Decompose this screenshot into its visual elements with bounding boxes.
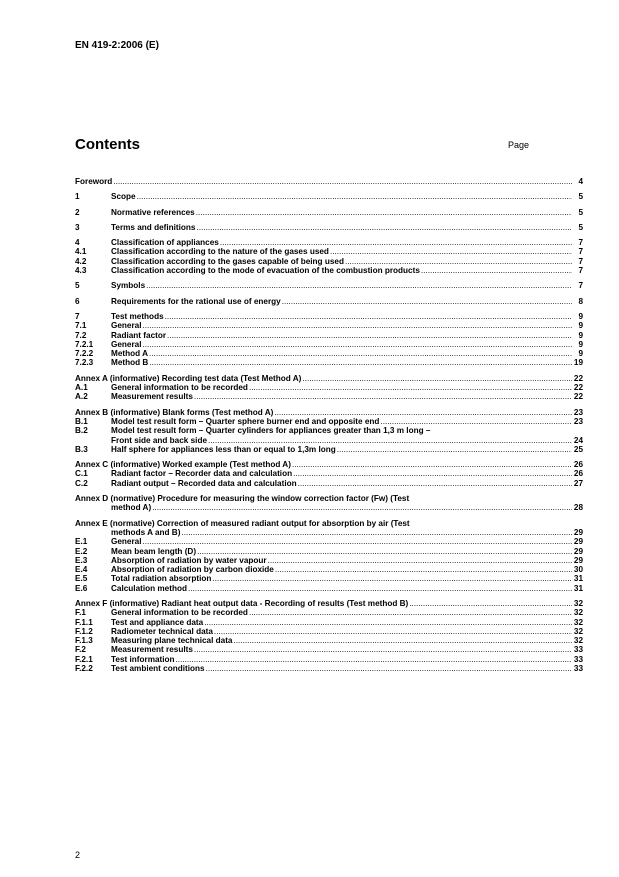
toc-group [75, 297, 583, 306]
toc-title: Annex C (informative) Worked example (Test method A) [75, 460, 291, 470]
toc-page: 22 [573, 373, 583, 383]
toc-entry[interactable] [75, 358, 583, 367]
toc-entry[interactable] [75, 349, 583, 358]
toc-entry[interactable] [75, 645, 583, 654]
toc-title: Classification according to the gases capable of being used [111, 256, 344, 266]
dot-leader [249, 608, 572, 617]
toc-number: F.2 [75, 645, 86, 655]
toc-page: 29 [573, 527, 583, 537]
toc-title: Classification of appliances [111, 238, 219, 248]
dot-leader [212, 574, 572, 583]
dot-leader [196, 208, 572, 217]
toc-number: 4.3 [75, 266, 87, 276]
toc-title: General [111, 537, 142, 547]
toc-entry[interactable] [75, 460, 583, 469]
toc-title: Measurement results [111, 645, 193, 655]
dot-leader [197, 547, 572, 556]
toc-title: Calculation method [111, 583, 187, 593]
toc-entry[interactable] [75, 383, 583, 392]
toc-entry-continuation[interactable] [75, 528, 583, 537]
toc-entry[interactable] [75, 266, 583, 275]
toc-title: Test and appliance data [111, 617, 204, 627]
toc-title: Annex B (informative) Blank forms (Test method A) [75, 407, 274, 417]
dot-leader [249, 383, 572, 392]
toc-title: Model test result form – Quarter cylinders for appliances greater than 1,3 m long – [111, 426, 431, 436]
dot-leader [337, 445, 572, 454]
toc-group [75, 281, 583, 290]
toc-entry[interactable] [75, 608, 583, 617]
toc-page: 31 [573, 583, 583, 593]
toc-number: 7.2.2 [75, 349, 94, 359]
dot-leader [208, 436, 572, 445]
toc-page: 9 [578, 330, 583, 340]
toc-number: F.1.1 [75, 617, 93, 627]
toc-number: 5 [75, 281, 80, 291]
toc-group [75, 460, 583, 488]
toc-title: Annex A (informative) Recording test data (Test Method A) [75, 373, 302, 383]
toc-entry[interactable] [75, 655, 583, 664]
dot-leader [143, 537, 573, 546]
dot-leader [113, 177, 572, 186]
toc-page: 9 [578, 349, 583, 359]
toc-title: Classification according to the mode of evacuation of the combustion products [111, 266, 420, 276]
toc-group [75, 374, 583, 402]
toc-number: 4.1 [75, 247, 87, 257]
dot-leader [302, 374, 572, 383]
dot-leader [181, 528, 572, 537]
toc-title: Symbols [111, 281, 146, 291]
toc-page: 33 [573, 664, 583, 674]
toc-number: E.1 [75, 537, 88, 547]
toc-title: Terms and definitions [111, 222, 196, 232]
toc-number: B.2 [75, 426, 88, 436]
toc-title: Requirements for the rational use of energy [111, 296, 281, 306]
table-of-contents [75, 177, 583, 679]
toc-entry[interactable] [75, 374, 583, 383]
toc-group [75, 223, 583, 232]
dot-leader [380, 417, 572, 426]
dot-leader [176, 655, 572, 664]
toc-entry[interactable] [75, 208, 583, 217]
toc-entry[interactable] [75, 312, 583, 321]
toc-title: Test methods [111, 311, 164, 321]
toc-entry[interactable] [75, 574, 583, 583]
toc-page: 5 [578, 222, 583, 232]
toc-title: Foreword [75, 177, 113, 186]
dot-leader [206, 664, 572, 673]
toc-number: A.2 [75, 392, 88, 402]
toc-number: E.6 [75, 583, 88, 593]
toc-number: F.2.2 [75, 664, 93, 674]
toc-title: Absorption of radiation by water vapour [111, 555, 267, 565]
toc-page: 9 [578, 339, 583, 349]
toc-entry[interactable] [75, 445, 583, 454]
toc-page: 7 [578, 281, 583, 291]
dot-leader [220, 238, 572, 247]
toc-title-continuation: method A) [111, 503, 152, 513]
toc-number: 7.2.1 [75, 339, 94, 349]
dot-leader [292, 460, 572, 469]
toc-entry[interactable] [75, 281, 583, 290]
toc-title: Test information [111, 654, 175, 664]
dot-leader [149, 349, 572, 358]
toc-entry[interactable] [75, 417, 583, 426]
toc-entry[interactable] [75, 247, 583, 256]
toc-title: General [111, 339, 142, 349]
dot-leader [274, 408, 572, 417]
toc-number: 1 [75, 192, 80, 202]
toc-number: B.1 [75, 416, 88, 426]
toc-title: Absorption of radiation by carbon dioxide [111, 565, 274, 575]
dot-leader [137, 192, 572, 201]
toc-page: 32 [573, 608, 583, 618]
toc-entry[interactable] [75, 494, 583, 503]
toc-title: Method B [111, 358, 149, 368]
toc-page: 5 [578, 192, 583, 202]
toc-title-continuation: Front side and back side [111, 435, 207, 445]
toc-number: 7 [75, 311, 80, 321]
toc-number: 4.2 [75, 256, 87, 266]
toc-title: Scope [111, 192, 136, 202]
toc-entry[interactable] [75, 636, 583, 645]
document-id: EN 419-2:2006 (E) [75, 40, 159, 51]
toc-page: 32 [573, 626, 583, 636]
toc-entry[interactable] [75, 192, 583, 201]
toc-page: 9 [578, 311, 583, 321]
toc-title: Method A [111, 349, 148, 359]
toc-entry[interactable] [75, 618, 583, 627]
dot-leader [293, 469, 572, 478]
toc-entry[interactable] [75, 177, 583, 186]
toc-entry[interactable] [75, 223, 583, 232]
dot-leader [196, 223, 572, 232]
toc-page: 7 [578, 247, 583, 257]
dot-leader [233, 636, 572, 645]
toc-entry[interactable] [75, 392, 583, 401]
toc-title: Annex D (normative) Procedure for measuring the window correction factor (Fw) (Test [75, 494, 410, 504]
toc-number: B.3 [75, 444, 88, 454]
toc-title: Radiant factor [111, 330, 167, 340]
toc-page: 7 [578, 238, 583, 248]
toc-entry[interactable] [75, 331, 583, 340]
toc-title: Normative references [111, 207, 195, 217]
dot-leader [330, 247, 572, 256]
toc-page: 33 [573, 654, 583, 664]
toc-group [75, 177, 583, 186]
toc-number: A.1 [75, 383, 88, 393]
dot-leader [149, 358, 572, 367]
toc-page: 9 [578, 321, 583, 331]
dot-leader [268, 556, 572, 565]
toc-title: Model test result form – Quarter sphere burner end and opposite end [111, 416, 380, 426]
toc-group [75, 599, 583, 673]
toc-page: 5 [578, 207, 583, 217]
toc-entry[interactable] [75, 469, 583, 478]
toc-entry[interactable] [75, 599, 583, 608]
toc-group [75, 192, 583, 201]
toc-number: 6 [75, 296, 80, 306]
toc-entry[interactable] [75, 565, 583, 574]
dot-leader [409, 599, 572, 608]
toc-title: Annex F (informative) Radiant heat output data - Recording of results (Test method B) [75, 598, 409, 608]
toc-group [75, 494, 583, 513]
toc-title: Measuring plane technical data [111, 636, 233, 646]
dot-leader [282, 297, 572, 306]
toc-entry[interactable] [75, 297, 583, 306]
contents-title: Contents [75, 136, 140, 153]
toc-title: Radiant factor – Recorder data and calculation [111, 469, 293, 479]
toc-page: 24 [573, 435, 583, 445]
toc-page: 22 [573, 392, 583, 402]
toc-page: 25 [573, 444, 583, 454]
toc-entry[interactable] [75, 321, 583, 330]
toc-entry[interactable] [75, 519, 583, 528]
toc-page: 32 [573, 617, 583, 627]
toc-number: 4 [75, 238, 80, 248]
toc-number: E.5 [75, 574, 88, 584]
toc-group [75, 312, 583, 368]
page-column-label: Page [508, 140, 530, 150]
toc-number: F.2.1 [75, 654, 93, 664]
toc-title: Half sphere for appliances less than or equal to 1,3m long [111, 444, 336, 454]
toc-page: 27 [573, 478, 583, 488]
toc-number: F.1.2 [75, 626, 93, 636]
toc-page: 29 [573, 537, 583, 547]
toc-page: 23 [573, 407, 583, 417]
toc-page: 19 [573, 358, 583, 368]
toc-title: Test ambient conditions [111, 664, 205, 674]
toc-group [75, 238, 583, 275]
toc-title: Radiant output – Recorded data and calculation [111, 478, 297, 488]
toc-page: 32 [573, 598, 583, 608]
toc-entry[interactable] [75, 664, 583, 673]
toc-entry[interactable] [75, 426, 583, 435]
toc-page: 26 [573, 469, 583, 479]
dot-leader [194, 392, 572, 401]
toc-title: Annex E (normative) Correction of measured radiant output for absorption by air (Test [75, 518, 410, 528]
toc-page: 31 [573, 574, 583, 584]
toc-number: F.1.3 [75, 636, 93, 646]
dot-leader [345, 257, 572, 266]
page-number: 2 [75, 850, 81, 860]
toc-page: 30 [573, 565, 583, 575]
toc-page: 4 [578, 177, 583, 186]
toc-title: Classification according to the nature of the gases used [111, 247, 329, 257]
dot-leader [421, 266, 572, 275]
toc-group [75, 408, 583, 454]
dot-leader [275, 565, 572, 574]
toc-page: 7 [578, 266, 583, 276]
toc-number: C.2 [75, 478, 88, 488]
toc-page: 23 [573, 416, 583, 426]
dot-leader [143, 340, 573, 349]
dot-leader [298, 479, 572, 488]
dot-leader [152, 503, 572, 512]
toc-page: 26 [573, 460, 583, 470]
toc-entry[interactable] [75, 556, 583, 565]
toc-title: Radiometer technical data [111, 626, 213, 636]
toc-title: Total radiation absorption [111, 574, 212, 584]
toc-title: General information to be recorded [111, 608, 248, 618]
toc-number: 7.2 [75, 330, 87, 340]
toc-number: E.3 [75, 555, 88, 565]
toc-page: 29 [573, 546, 583, 556]
toc-title-continuation: methods A and B) [111, 527, 181, 537]
toc-number: 3 [75, 222, 80, 232]
toc-title: Measurement results [111, 392, 193, 402]
toc-page: 28 [573, 503, 583, 513]
toc-page: 7 [578, 256, 583, 266]
toc-entry[interactable] [75, 537, 583, 546]
toc-title: General [111, 321, 142, 331]
dot-leader [214, 627, 572, 636]
toc-entry[interactable] [75, 257, 583, 266]
dot-leader [194, 645, 572, 654]
toc-number: E.2 [75, 546, 88, 556]
toc-number: C.1 [75, 469, 88, 479]
dot-leader [188, 584, 572, 593]
toc-page: 33 [573, 645, 583, 655]
toc-title: General information to be recorded [111, 383, 248, 393]
toc-entry[interactable] [75, 547, 583, 556]
dot-leader [165, 312, 572, 321]
toc-entry[interactable] [75, 340, 583, 349]
toc-number: 2 [75, 207, 80, 217]
toc-entry[interactable] [75, 238, 583, 247]
toc-entry[interactable] [75, 584, 583, 593]
toc-group [75, 208, 583, 217]
toc-entry[interactable] [75, 408, 583, 417]
toc-entry-continuation[interactable] [75, 436, 583, 445]
toc-entry[interactable] [75, 627, 583, 636]
toc-entry[interactable] [75, 479, 583, 488]
toc-page: 32 [573, 636, 583, 646]
dot-leader [167, 331, 572, 340]
toc-group [75, 519, 583, 593]
dot-leader [146, 281, 572, 290]
dot-leader [204, 618, 572, 627]
toc-page: 8 [578, 296, 583, 306]
toc-title: Mean beam length (D) [111, 546, 197, 556]
toc-number: E.4 [75, 565, 88, 575]
dot-leader [143, 321, 573, 330]
toc-entry-continuation[interactable] [75, 503, 583, 512]
toc-page: 29 [573, 555, 583, 565]
toc-number: 7.1 [75, 321, 87, 331]
toc-number: 7.2.3 [75, 358, 94, 368]
toc-page: 22 [573, 383, 583, 393]
toc-number: F.1 [75, 608, 86, 618]
